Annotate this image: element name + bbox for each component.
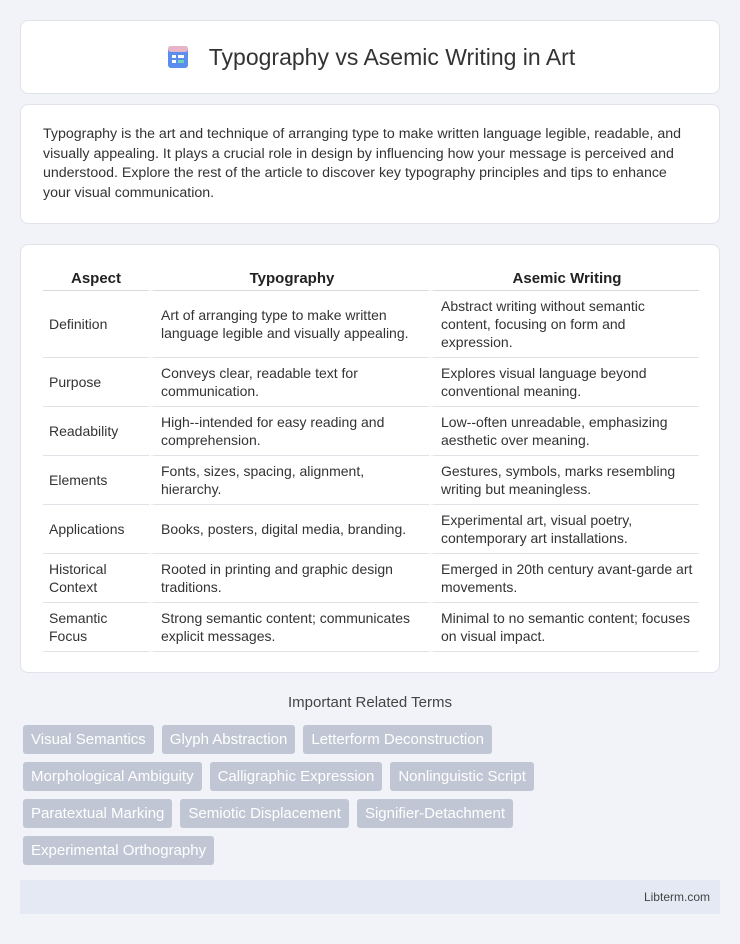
cell-aspect: Historical Context: [43, 554, 149, 603]
document-icon: [165, 44, 191, 70]
cell-typography: Art of arranging type to make written language legible and visually appealing.: [149, 291, 429, 358]
table-row: [43, 407, 699, 456]
table-row: [43, 603, 699, 652]
comparison-table: [43, 263, 699, 652]
header-typography: Typography: [149, 263, 429, 291]
cell-asemic: Emerged in 20th century avant-garde art movements.: [429, 554, 699, 603]
cell-typography: High--intended for easy reading and comprehension.: [149, 407, 429, 456]
tag-nonlinguistic-script[interactable]: Nonlinguistic Script: [390, 762, 534, 791]
cell-asemic: Experimental art, visual poetry, contemporary art installations.: [429, 505, 699, 554]
tag-letterform-deconstruction[interactable]: Letterform Deconstruction: [303, 725, 492, 754]
table-row: [43, 456, 699, 505]
table-row: [43, 554, 699, 603]
related-terms-title: Important Related Terms: [288, 694, 452, 711]
cell-typography: Fonts, sizes, spacing, alignment, hierarchy.: [149, 456, 429, 505]
cell-aspect: Purpose: [43, 358, 149, 407]
comparison-card: [20, 244, 720, 673]
tag-experimental-orthography[interactable]: Experimental Orthography: [23, 836, 214, 865]
tag-visual-semantics[interactable]: Visual Semantics: [23, 725, 154, 754]
header-aspect: Aspect: [43, 263, 149, 291]
footer: [20, 880, 720, 914]
tag-signifier-detachment[interactable]: Signifier-Detachment: [357, 799, 513, 828]
cell-typography: Strong semantic content; communicates explicit messages.: [149, 603, 429, 652]
header-asemic: Asemic Writing: [429, 263, 699, 291]
cell-asemic: Gestures, symbols, marks resembling writing but meaningless.: [429, 456, 699, 505]
intro-text: Typography is the art and technique of arranging type to make written language legible, readable, and visually appealing. It plays a crucial role in design by influencing how your message is perceived and understood. Explore the rest of the article to discover key typography principles and tips to enhance your visual communication.: [43, 126, 682, 201]
cell-aspect: Readability: [43, 407, 149, 456]
footer-site-link[interactable]: Libterm.com: [643, 890, 710, 904]
cell-aspect: Definition: [43, 291, 149, 358]
page-title: Typography vs Asemic Writing in Art: [208, 43, 576, 70]
tag-glyph-abstraction[interactable]: Glyph Abstraction: [162, 725, 296, 754]
cell-typography: Books, posters, digital media, branding.: [149, 505, 429, 554]
tag-row: [23, 836, 713, 865]
tag-semiotic-displacement[interactable]: Semiotic Displacement: [180, 799, 349, 828]
cell-typography: Conveys clear, readable text for communication.: [149, 358, 429, 407]
related-terms: [23, 725, 713, 873]
header-card: [20, 20, 720, 94]
intro-card: [20, 104, 720, 224]
tag-calligraphic-expression[interactable]: Calligraphic Expression: [210, 762, 383, 791]
tag-row: [23, 799, 713, 828]
cell-asemic: Minimal to no semantic content; focuses on visual impact.: [429, 603, 699, 652]
cell-aspect: Semantic Focus: [43, 603, 149, 652]
tag-morphological-ambiguity[interactable]: Morphological Ambiguity: [23, 762, 202, 791]
cell-aspect: Elements: [43, 456, 149, 505]
cell-asemic: Abstract writing without semantic content, focusing on form and expression.: [429, 291, 699, 358]
tag-row: [23, 762, 713, 791]
cell-aspect: Applications: [43, 505, 149, 554]
table-row: [43, 505, 699, 554]
cell-typography: Rooted in printing and graphic design traditions.: [149, 554, 429, 603]
table-row: [43, 291, 699, 358]
cell-asemic: Low--often unreadable, emphasizing aesthetic over meaning.: [429, 407, 699, 456]
cell-asemic: Explores visual language beyond conventional meaning.: [429, 358, 699, 407]
table-row: [43, 358, 699, 407]
table-header-row: [43, 263, 699, 291]
tag-row: [23, 725, 713, 754]
tag-paratextual-marking[interactable]: Paratextual Marking: [23, 799, 172, 828]
